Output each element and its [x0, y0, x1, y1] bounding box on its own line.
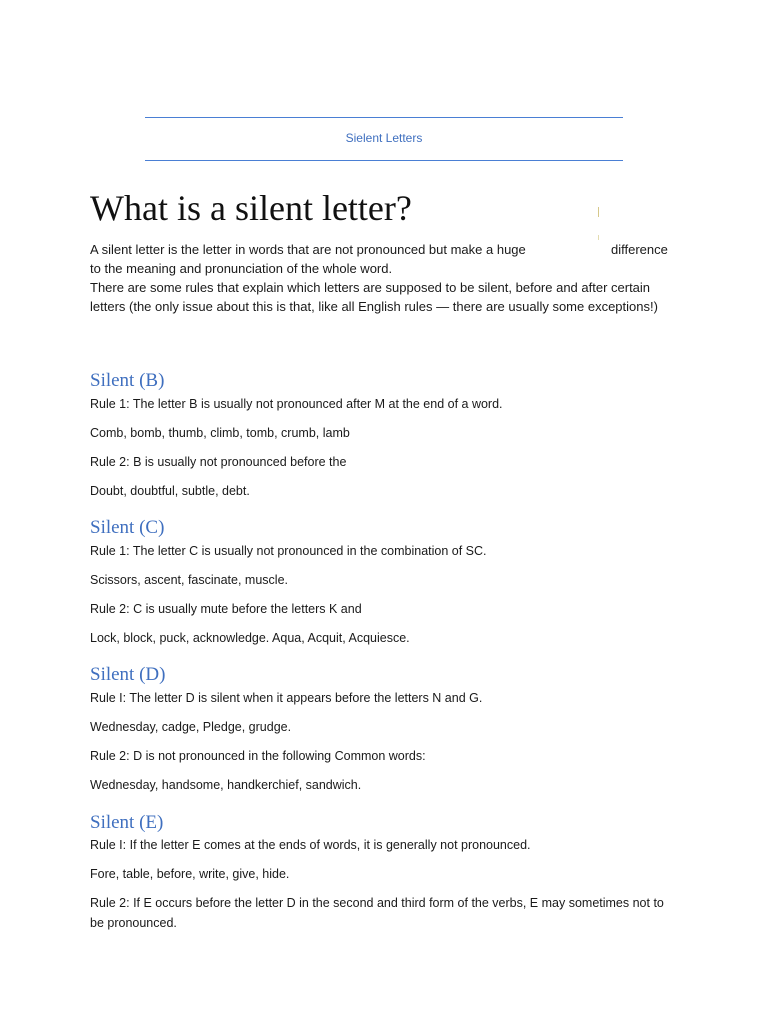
intro-line-1-end: difference	[611, 242, 668, 257]
intro-rules-paragraph: There are some rules that explain which letters are supposed to be silent, before and after certain letters (the only issue about this is that, like all English rules — there are usually some exceptions!)	[90, 280, 658, 314]
section-c-rule-2: Rule 2: C is usually mute before the letters K and	[90, 602, 362, 616]
section-b-rule-2: Rule 2: B is usually not pronounced before the	[90, 455, 347, 469]
section-b-rule-1: Rule 1: The letter B is usually not pronounced after M at the end of a word.	[90, 397, 503, 411]
section-heading-silent-c: Silent (C)	[90, 517, 165, 538]
section-heading-silent-d: Silent (D)	[90, 664, 166, 685]
section-b-examples-2: Doubt, doubtful, subtle, debt.	[90, 484, 250, 498]
ink-mark	[598, 235, 599, 240]
section-c-examples-1: Scissors, ascent, fascinate, muscle.	[90, 573, 288, 587]
section-d-examples-1: Wednesday, cadge, Pledge, grudge.	[90, 720, 292, 734]
section-d-rule-2: Rule 2: D is not pronounced in the following Common words:	[90, 749, 426, 763]
ink-mark	[598, 207, 599, 217]
intro-paragraph	[90, 259, 680, 316]
section-e-rule-1: Rule I: If the letter E comes at the ends of words, it is generally not pronounced.	[90, 838, 531, 852]
header-title: Sielent Letters	[345, 131, 423, 145]
section-b-examples-1: Comb, bomb, thumb, climb, tomb, crumb, lamb	[90, 426, 350, 440]
section-e-examples-1: Fore, table, before, write, give, hide.	[90, 867, 290, 881]
section-heading-silent-e: Silent (E)	[90, 812, 164, 833]
section-e-rule-2: Rule 2: If E occurs before the letter D in the second and third form of the verbs, E may sometimes not to be pronounced.	[90, 896, 664, 930]
page-title: What is a silent letter?	[90, 188, 412, 228]
header-rule-bottom	[145, 160, 623, 161]
section-heading-silent-b: Silent (B)	[90, 370, 165, 391]
section-d-examples-2: Wednesday, handsome, handkerchief, sandwich.	[90, 778, 362, 792]
intro-line-2: to the meaning and pronunciation of the whole word.	[90, 261, 393, 276]
header-rule-top	[145, 117, 623, 118]
section-d-rule-1: Rule I: The letter D is silent when it appears before the letters N and G.	[90, 691, 483, 705]
section-c-rule-1: Rule 1: The letter C is usually not pronounced in the combination of SC.	[90, 544, 487, 558]
intro-line-1: A silent letter is the letter in words that are not pronounced but make a huge	[90, 242, 526, 257]
section-c-examples-2: Lock, block, puck, acknowledge. Aqua, Acquit, Acquiesce.	[90, 631, 410, 645]
